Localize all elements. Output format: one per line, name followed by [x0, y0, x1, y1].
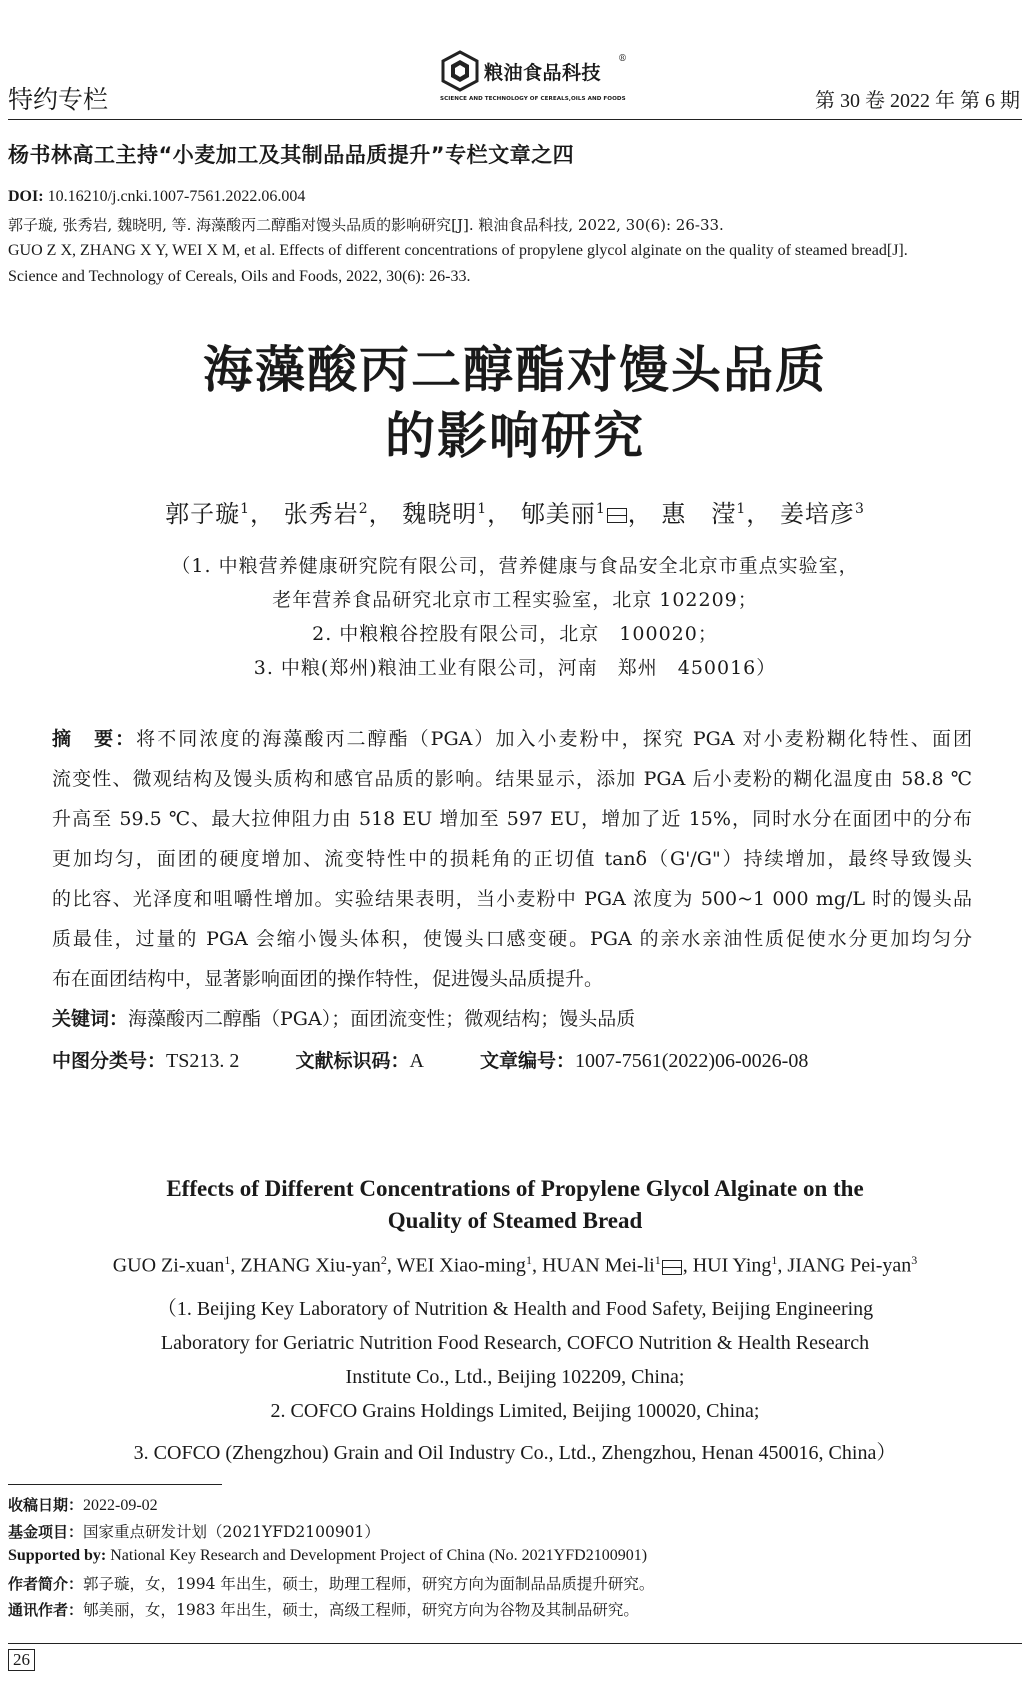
author-sup: 3	[854, 501, 865, 517]
author-sup: 1	[477, 501, 488, 517]
doc-code-label: 文献标识码：	[295, 1050, 410, 1072]
journal-name-en: SCIENCE AND TECHNOLOGY OF CEREALS,OILS AND FOODS	[440, 96, 626, 102]
author-sup: 3	[911, 1253, 918, 1267]
affiliation-en: Institute Co., Ltd., Beijing 102209, China;	[345, 1366, 685, 1388]
abstract-text: 将不同浓度的海藻酸丙二醇酯（PGA）加入小麦粉中，探究 PGA 对小麦粉糊化特性、面团	[136, 728, 972, 750]
author: 郭子璇	[165, 500, 241, 528]
author: 张秀岩	[283, 500, 359, 528]
affiliation-cn: 3. 中粮(郑州)粮油工业有限公司，河南 郑州 450016）	[253, 657, 777, 679]
article-no-label: 文章编号：	[480, 1050, 576, 1072]
author-sup: 1	[240, 501, 251, 517]
author-sup: 1	[771, 1253, 778, 1267]
doi-value: 10.16210/j.cnki.1007-7561.2022.06.004	[43, 188, 306, 205]
author-sup: 1	[224, 1253, 231, 1267]
doi-label: DOI:	[8, 188, 44, 205]
section-label: 特约专栏	[8, 85, 109, 114]
affiliation-cn: 老年营养食品研究北京市工程实验室，北京 102209；	[272, 589, 758, 611]
separator: ，	[627, 500, 653, 528]
affiliation-cn: 2. 中粮粮谷控股有限公司，北京 100020；	[312, 623, 718, 645]
abstract-line: 更加均匀，面团的硬度增加、流变特性中的损耗角的正切值 tanδ（G'/G"）持续增加，最终导致馒头	[52, 848, 972, 870]
doi-line	[8, 188, 305, 206]
author: 惠 滢	[661, 500, 737, 528]
abstract-line: 升高至 59.5 ℃、最大拉伸阻力由 518 EU 增加至 597 EU，增加了近 15%，同时水分在面团中的分布	[52, 808, 972, 830]
title-line1: 海藻酸丙二醇酯对馒头品质	[203, 340, 827, 399]
abstract-label: 摘 要：	[52, 728, 137, 750]
doc-code-value: A	[409, 1050, 424, 1072]
author-sup: 1	[736, 501, 747, 517]
separator: ，	[746, 500, 772, 528]
affiliation-en: （1. Beijing Key Laboratory of Nutrition & Health and Food Safety, Beijing Engineering	[156, 1298, 874, 1320]
author-en: GUO Zi-xuan	[112, 1254, 225, 1277]
footnote-rule	[8, 1484, 222, 1485]
footnote-fund	[8, 1520, 380, 1542]
classification-line	[52, 1046, 808, 1073]
separator: ，	[250, 500, 276, 528]
affiliation-en: 3. COFCO (Zhengzhou) Grain and Oil Industry Co., Ltd., Zhengzhou, Henan 450016, China）	[133, 1442, 897, 1464]
author-sup: 2	[358, 501, 369, 517]
footer-rule	[8, 1643, 1022, 1644]
envelope-icon	[662, 1260, 682, 1275]
separator: ，	[368, 500, 394, 528]
citation-en-line2: Science and Technology of Cereals, Oils and Foods, 2022, 30(6): 26-33.	[8, 268, 471, 285]
article-no-value: 1007-7561(2022)06-0026-08	[575, 1050, 809, 1072]
registered-mark: ®	[618, 54, 627, 64]
author-sup: 2	[380, 1253, 387, 1267]
authors-cn	[0, 494, 1030, 529]
author-en: ZHANG Xiu-yan	[240, 1254, 381, 1277]
affiliation-en: 2. COFCO Grains Holdings Limited, Beijing 100020, China;	[270, 1400, 760, 1422]
author: 魏晓明	[402, 500, 478, 528]
author-intro-label: 作者简介：	[8, 1575, 84, 1593]
author-en: JIANG Pei-yan	[787, 1254, 912, 1277]
footnote-supported	[8, 1546, 647, 1565]
abstract-line: 质最佳，过量的 PGA 会缩小馒头体积，使馒头口感变硬。PGA 的亲水亲油性质促使水分更加均匀分	[52, 928, 972, 950]
header-rule	[8, 119, 1022, 120]
keywords-line	[52, 1004, 635, 1031]
english-title-line1: Effects of Different Concentrations of Propylene Glycol Alginate on the	[166, 1176, 864, 1201]
author-intro-value: 郭子璇，女，1994 年出生，硕士，助理工程师，研究方向为面制品品质提升研究。	[83, 1575, 655, 1593]
journal-name-cn: 粮油食品科技	[484, 62, 602, 84]
column-title: 杨书林高工主持“小麦加工及其制品品质提升”专栏文章之四	[8, 143, 575, 167]
keywords-label: 关键词：	[52, 1008, 129, 1030]
journal-logo-icon	[440, 50, 480, 94]
clc-value: TS213. 2	[166, 1050, 240, 1072]
fund-value: 国家重点研发计划（2021YFD2100901）	[83, 1523, 380, 1541]
received-label: 收稿日期：	[8, 1496, 84, 1514]
footnote-received	[8, 1494, 158, 1515]
footnote-corresponding	[8, 1598, 639, 1620]
abstract-line: 布在面团结构中，显著影响面团的操作特性，促进馒头品质提升。	[52, 968, 604, 990]
author-en: WEI Xiao-ming	[396, 1254, 526, 1277]
supported-label: Supported by:	[8, 1547, 107, 1564]
corresponding-value: 郇美丽，女，1983 年出生，硕士，高级工程师，研究方向为谷物及其制品研究。	[83, 1601, 639, 1619]
affiliation-cn: （1. 中粮营养健康研究院有限公司，营养健康与食品安全北京市重点实验室，	[171, 555, 859, 577]
author: 姜培彦	[779, 500, 855, 528]
footnote-author	[8, 1572, 654, 1594]
page-number: 26	[8, 1649, 35, 1671]
envelope-icon	[607, 508, 627, 523]
fund-label: 基金项目：	[8, 1523, 84, 1541]
abstract-line: 流变性、微观结构及馒头质构和感官品质的影响。结果显示，添加 PGA 后小麦粉的糊化温度由 58.8 ℃	[52, 768, 972, 790]
affiliation-en: Laboratory for Geriatric Nutrition Food Research, COFCO Nutrition & Health Research	[160, 1332, 870, 1354]
english-title-line2: Quality of Steamed Bread	[387, 1208, 643, 1233]
keywords-text: 海藻酸丙二醇酯（PGA）；面团流变性；微观结构；馒头品质	[128, 1008, 636, 1030]
citation-cn: 郭子璇, 张秀岩, 魏晓明, 等. 海藻酸丙二醇酯对馒头品质的影响研究[J]. 粮油食品科技, 2022, 30(6): 26-33.	[8, 216, 724, 234]
author-sup: 1	[654, 1253, 661, 1267]
authors-en: GUO Zi-xuan$^1$, ZHANG Xiu-yan$^2$, WEI Xiao-ming$^1$, HUAN Mei-$li^1$ , HUI Ying$^1$, JIANG Pei-yan$^3$	[112, 1253, 918, 1277]
clc-label: 中图分类号：	[52, 1050, 167, 1072]
corresponding-label: 通讯作者：	[8, 1601, 84, 1619]
author-en: HUAN Mei-li	[541, 1254, 655, 1277]
received-value: 2022-09-02	[83, 1497, 158, 1514]
journal-logo	[440, 50, 640, 108]
citation-en-line1: GUO Z X, ZHANG X Y, WEI X M, et al. Effects of different concentrations of propylene glycol alginate on the quality of steamed bread[J].	[8, 242, 908, 259]
supported-value: National Key Research and Development Project of China (No. 2021YFD2100901)	[106, 1547, 648, 1564]
author-sup: 1	[595, 501, 606, 517]
abstract-line: 的比容、光泽度和咀嚼性增加。实验结果表明，当小麦粉中 PGA 浓度为 500~1 000 mg/L 时的馒头品	[52, 888, 972, 910]
author-sup: 1	[525, 1253, 532, 1267]
issue-info: 第 30 卷 2022 年 第 6 期	[815, 90, 1020, 112]
author: 郇美丽	[520, 500, 596, 528]
title-line2: 的影响研究	[385, 406, 645, 465]
separator: ，	[487, 500, 513, 528]
author-en: HUI Ying	[692, 1254, 772, 1277]
abstract-line	[52, 724, 972, 751]
